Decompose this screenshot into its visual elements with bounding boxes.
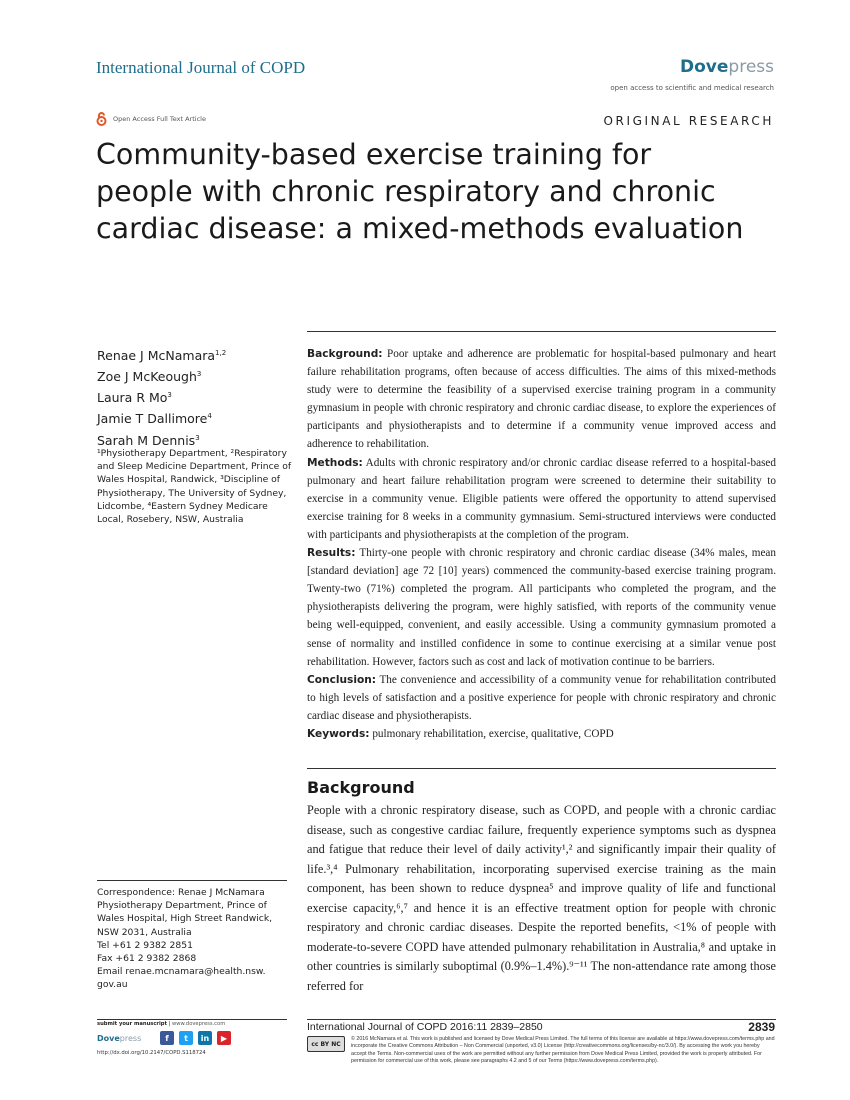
facebook-icon[interactable]: f: [160, 1031, 174, 1045]
author: Renae J McNamara$^{1,2}$: [97, 348, 227, 364]
citation: International Journal of COPD 2016:11 2839–2850: [307, 1021, 543, 1033]
submit-manuscript[interactable]: submit your manuscript | www.dovepress.com: [97, 1021, 226, 1027]
footer-left-rule: [97, 1019, 287, 1020]
author: Sarah M Dennis$^3$: [97, 432, 200, 448]
license-block: [307, 1036, 776, 1066]
publisher-logo: [680, 57, 774, 77]
youtube-icon[interactable]: ▶: [217, 1031, 231, 1045]
social-links: [160, 1031, 231, 1045]
creative-commons-icon: cc BY NC: [307, 1036, 345, 1052]
abstract-bottom-rule: [307, 768, 776, 769]
abstract-top-rule: [307, 331, 776, 332]
linkedin-icon[interactable]: in: [198, 1031, 212, 1045]
article-type: ORIGINAL RESEARCH: [603, 114, 774, 128]
open-access-text: Open Access Full Text Article: [113, 115, 206, 123]
abstract: [307, 345, 776, 743]
correspondence-rule: [97, 880, 287, 881]
footer-publisher-logo: Dovepress: [97, 1034, 142, 1043]
body-paragraph: People with a chronic respiratory disease, such as COPD, and people with a chronic cardiac disease, such as congestive cardiac failure, frequently experience symptoms such as dyspnea and fatigue that reduce their level of daily activity¹,² and significantly impair their quality of life.³,⁴ Pulmonary rehabilitation, incorporating supervised exercise training as the main component, has been shown to reduce dyspnea⁵ and improve quality of life and functional exercise capacity,⁶,⁷ and hence it is an effective treatment option for people with chronic respiratory and chronic cardiac diseases. Despite the reported benefits, <1% of people with moderate-to-severe COPD have attended pulmonary rehabilitation in Australia,⁸ and uptake in other countries is similarly suboptimal (0.9%–1.4%).⁹⁻¹¹ The non-attendance rate among those referred for: [307, 803, 776, 993]
footer-right-rule: [307, 1019, 776, 1020]
author: Jamie T Dallimore$^4$: [97, 411, 212, 427]
author: Zoe J McKeough$^3$: [97, 369, 202, 385]
publisher-tagline: open access to scientific and medical research: [610, 84, 774, 92]
article-title: Community-based exercise training for people with chronic respiratory and chronic cardiac disease: a mixed-methods evaluation: [96, 138, 744, 245]
abstract-methods: Methods: Adults with chronic respiratory and/or chronic cardiac disease referred to a hospital-based pulmonary and heart failure rehabilitation program were screened to determine their suitability to exercise in a community venue. Eligible patients were offered the opportunity to attend supervised exercise training for 8 weeks in a community gymnasium. Semi-structured interviews were conducted with participants and physiotherapists at the completion of the program.: [307, 456, 776, 541]
abstract-background: Background: Poor uptake and adherence are problematic for hospital-based pulmonary and heart failure rehabilitation programs, often because of access difficulties. The aims of this mixed-methods study were to determine the feasibility of a supervised exercise training program in a community gymnasium in people with chronic respiratory and chronic cardiac disease, to explore the experiences of participants and physiotherapists and to determine if a community venue improved access and adherence to rehabilitation.: [307, 348, 776, 451]
doi-link[interactable]: http://dx.doi.org/10.2147/COPD.S118724: [97, 1050, 206, 1056]
author: Laura R Mo$^3$: [97, 390, 172, 406]
publisher-bold: Dove: [680, 57, 729, 77]
publisher-light: press: [728, 57, 774, 77]
open-access-label: [96, 112, 206, 126]
correspondence: Correspondence: Renae J McNamara Physiotherapy Department, Prince of Wales Hospital, High Street Randwick, NSW 2031, Australia Tel +61 2 9382 2851 Fax +61 2 9382 2868 Email renae.mcnamara@health.nsw. gov.au: [97, 887, 273, 991]
license-text: © 2016 McNamara et al. This work is published and licensed by Dove Medical Press Limited. The full terms of this license are available at https://www.dovepress.com/terms.php and incorporate the Creative Commons Attribution – Non Commercial (unported, v3.0) License (http://creativecommons.org/licenses/by-nc/3.0/). By accessing the work you hereby accept the Terms. Non-commercial uses of the work are permitted without any further permission from Dove Medical Press Limited, provided the work is properly attributed. For permission for commercial use of this work, please see paragraphs 4.2 and 5 of our Terms (https://www.dovepress.com/terms.php).: [351, 1036, 775, 1065]
abstract-keywords: Keywords: pulmonary rehabilitation, exercise, qualitative, COPD: [307, 727, 614, 740]
affiliations: ¹Physiotherapy Department, ²Respiratory and Sleep Medicine Department, Prince of Wales Hospital, Randwick, ³Discipline of Physiotherapy, The University of Sydney, Lidcombe, ⁴Eastern Sydney Medicare Local, Rosebery, NSW, Australia: [97, 448, 292, 526]
abstract-conclusion: Conclusion: The convenience and accessibility of a community venue for rehabilitation contributed to high levels of satisfaction and a positive experience for people with chronic respiratory and chronic cardiac disease and physiotherapists.: [307, 673, 776, 722]
page-number: 2839: [748, 1020, 775, 1034]
author-list: [97, 344, 226, 450]
journal-name: International Journal of COPD: [96, 58, 306, 77]
twitter-icon[interactable]: t: [179, 1031, 193, 1045]
open-access-icon: [96, 112, 107, 126]
abstract-results: Results: Thirty-one people with chronic respiratory and chronic cardiac disease (34% males, mean [standard deviation] age 72 [10] years) commenced the community-based exercise training program. Twenty-two (71%) completed the program. All participants who completed the program, and the physiotherapists delivering the program, were highly satisfied, with reports of the community venue being well-equipped, convenient, and easily accessible. Using a community gymnasium promoted a sense of normality and instilled confidence in some to continue exercising at a similar venue post rehabilitation. However, factors such as cost and lack of motivation continue to be barriers.: [307, 547, 776, 668]
section-heading: Background: [307, 778, 415, 797]
